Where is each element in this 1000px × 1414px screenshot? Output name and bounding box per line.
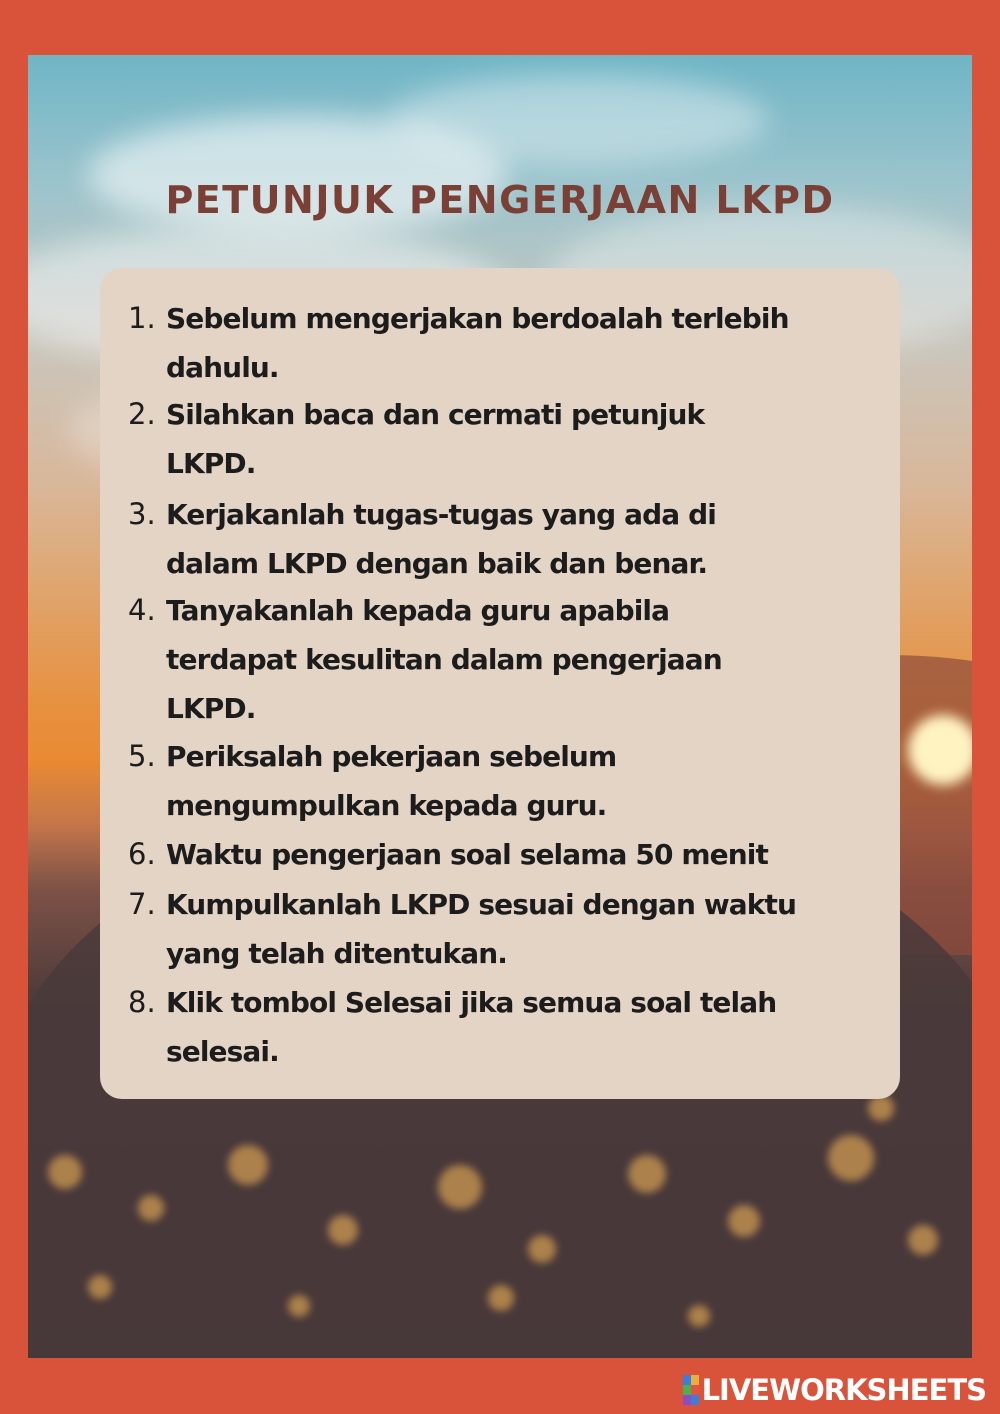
instruction-number: 7. xyxy=(128,887,156,921)
instruction-number: 1. xyxy=(128,301,156,335)
instruction-item-3 xyxy=(128,490,898,588)
instruction-text: Periksalah pekerjaan sebelum mengumpulkan kepada guru. xyxy=(166,740,617,822)
instruction-text: Sebelum mengerjakan berdoalah terlebih dahulu. xyxy=(166,302,789,384)
instruction-text: Kumpulkanlah LKPD sesuai dengan waktu yang telah ditentukan. xyxy=(166,888,797,970)
brand-name: LIVEWORKSHEETS xyxy=(701,1373,986,1407)
instruction-item-2 xyxy=(128,390,898,488)
instructions-card xyxy=(100,268,900,1099)
instruction-item-8 xyxy=(128,978,898,1076)
instruction-text: Tanyakanlah kepada guru apabila terdapat kesulitan dalam pengerjaan LKPD. xyxy=(166,594,722,725)
instruction-text: Waktu pengerjaan soal selama 50 menit xyxy=(166,838,768,871)
instruction-item-1 xyxy=(128,294,898,392)
instruction-item-6 xyxy=(128,830,898,879)
instruction-item-7 xyxy=(128,880,898,978)
instruction-number: 5. xyxy=(128,739,156,773)
instruction-text: Kerjakanlah tugas-tugas yang ada di dalam LKPD dengan baik dan benar. xyxy=(166,498,716,580)
instruction-item-5 xyxy=(128,732,898,830)
instruction-number: 2. xyxy=(128,397,156,431)
instruction-number: 8. xyxy=(128,985,156,1019)
page-title: PETUNJUK PENGERJAAN LKPD xyxy=(165,178,835,222)
liveworksheets-logo-icon xyxy=(683,1375,699,1405)
liveworksheets-brand xyxy=(683,1372,986,1408)
instruction-number: 3. xyxy=(128,497,156,531)
instruction-item-4 xyxy=(128,586,898,733)
instruction-number: 4. xyxy=(128,593,156,627)
instruction-text: Silahkan baca dan cermati petunjuk LKPD. xyxy=(166,398,705,480)
instruction-number: 6. xyxy=(128,837,156,871)
instruction-text: Klik tombol Selesai jika semua soal telah selesai. xyxy=(166,986,777,1068)
